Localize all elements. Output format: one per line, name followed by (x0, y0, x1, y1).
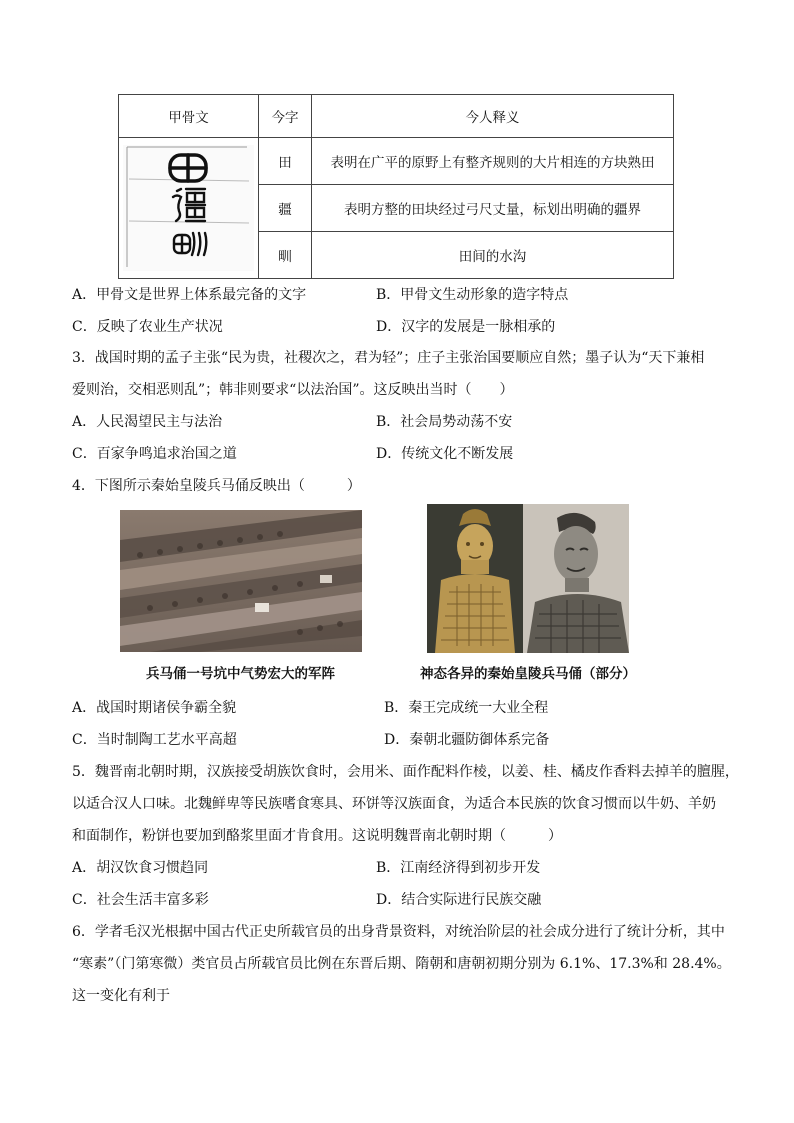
header-oracle-bone: 甲骨文 (119, 95, 259, 138)
oracle-bone-glyphs (119, 138, 259, 279)
q6-stem-line-1: 6．学者毛汉光根据中国古代正史所载官员的出身背景资料，对统治阶层的社会成分进行了统计分析，其中 (72, 924, 725, 940)
q4-option-b: B．秦王完成统一大业全程 (384, 700, 549, 716)
q3-option-d: D．传统文化不断发展 (376, 446, 514, 462)
q6-stem-line-2: “寒素”（门第寒微）类官员占所载官员比例在东晋后期、隋朝和唐朝初期分别为 6.1%、17.3%和 28.4%。 (72, 956, 731, 972)
q2-option-b: B．甲骨文生动形象的造字特点 (376, 287, 569, 303)
q3-stem-line-2: 爱则治，交相恶则乱”；韩非则要求“以法治国”。这反映出当时（ ） (72, 382, 514, 398)
table-header-row (119, 95, 674, 138)
q2-option-a: A．甲骨文是世界上体系最完备的文字 (72, 287, 307, 303)
table-row (119, 138, 674, 185)
q3-option-c: C．百家争鸣追求治国之道 (72, 446, 237, 462)
cell-meaning-tian: 表明在广平的原野上有整齐规则的大片相连的方块熟田 (312, 138, 674, 185)
q4-stem-line-1: 4．下图所示秦始皇陵兵马俑反映出（ ） (72, 478, 361, 494)
q6-stem-line-3: 这一变化有利于 (72, 988, 170, 1004)
cell-meaning-jiang: 表明方整的田块经过弓尺丈量，标划出明确的疆界 (312, 185, 674, 232)
cell-char-jiang: 疆 (259, 185, 312, 232)
q3-option-b: B．社会局势动荡不安 (376, 414, 513, 430)
q4-option-a: A．战国时期诸侯争霸全貌 (72, 700, 237, 716)
cell-meaning-zhen: 田间的水沟 (312, 232, 674, 279)
terracotta-pit-photo (120, 510, 362, 652)
q4-option-d: D．秦朝北疆防御体系完备 (384, 732, 550, 748)
terracotta-warriors-photo (427, 504, 629, 653)
q5-option-d: D．结合实际进行民族交融 (376, 892, 542, 908)
q3-option-a: A．人民渴望民主与法治 (72, 414, 223, 430)
q5-option-b: B．江南经济得到初步开发 (376, 860, 541, 876)
q2-option-c: C．反映了农业生产状况 (72, 319, 223, 335)
q5-option-a: A．胡汉饮食习惯趋同 (72, 860, 209, 876)
oracle-bone-table (118, 94, 674, 279)
oracle-bone-glyph-image (119, 139, 258, 277)
cell-char-tian: 田 (259, 138, 312, 185)
caption-terracotta-pit: 兵马俑一号坑中气势宏大的军阵 (146, 666, 335, 682)
header-modern-char: 今字 (259, 95, 312, 138)
q2-option-d: D．汉字的发展是一脉相承的 (376, 319, 556, 335)
q4-option-c: C．当时制陶工艺水平高超 (72, 732, 237, 748)
q5-stem-line-3: 和面制作，粉饼也要加到酪浆里面才肯食用。这说明魏晋南北朝时期（ ） (72, 828, 562, 844)
q3-stem-line-1: 3．战国时期的孟子主张“民为贵，社稷次之，君为轻”；庄子主张治国要顺应自然；墨子认为“天下兼相 (72, 350, 705, 366)
q5-option-c: C．社会生活丰富多彩 (72, 892, 209, 908)
caption-terracotta-warriors: 神态各异的秦始皇陵兵马俑（部分） (420, 666, 636, 682)
cell-char-zhen: 甽 (259, 232, 312, 279)
q5-stem-line-1: 5．魏晋南北朝时期，汉族接受胡族饮食时，会用米、面作配料作棱，以姜、桂、橘皮作香料去掉羊的膻腥， (72, 764, 739, 780)
header-meaning: 今人释义 (312, 95, 674, 138)
q5-stem-line-2: 以适合汉人口味。北魏鲜卑等民族嗜食寒具、环饼等汉族面食，为适合本民族的饮食习惯而以牛奶、羊奶 (72, 796, 716, 812)
